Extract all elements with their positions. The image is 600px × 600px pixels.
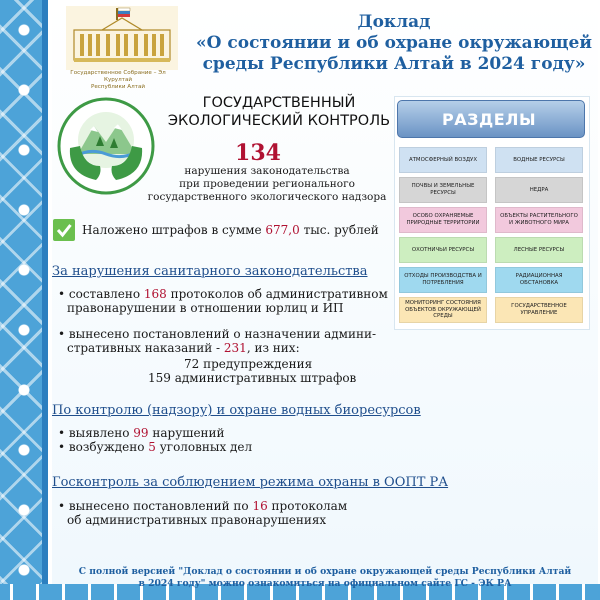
- section-tile[interactable]: ОТХОДЫ ПРОИЗВОДСТВА И ПОТРЕБЛЕНИЯ: [399, 267, 487, 293]
- bullet-line: • вынесено постановлений о назначении админи-: [58, 327, 377, 341]
- section-tile[interactable]: АТМОСФЕРНЫЙ ВОЗДУХ: [399, 147, 487, 173]
- decisions-count: 231: [223, 341, 247, 355]
- text-suffix: протоколов об административном: [166, 287, 388, 301]
- section-tile[interactable]: ГОСУДАРСТВЕННОЕ УПРАВЛЕНИЕ: [495, 297, 583, 323]
- bullet-line: правонарушении в отношении юрлиц и ИП: [67, 301, 344, 315]
- section-tile[interactable]: МОНИТОРИНГ СОСТОЯНИЯ ОБЪЕКТОВ ОКРУЖАЮЩЕЙ СРЕДЫ: [399, 297, 487, 323]
- water-heading[interactable]: По контролю (надзору) и охране водных биоресурсов: [52, 403, 421, 418]
- protocols-count: 168: [143, 287, 167, 301]
- fines-suffix: тыс. рублей: [299, 223, 379, 237]
- violations-description: [142, 165, 392, 204]
- text-suffix: , из них:: [246, 341, 300, 355]
- title-line: Доклад: [357, 12, 431, 32]
- emblem-caption: [56, 70, 180, 91]
- section-tile[interactable]: ОСОБО ОХРАНЯЕМЫЕ ПРИРОДНЫЕ ТЕРРИТОРИИ: [399, 207, 487, 233]
- emblem-caption-line: Государственное Собрание – Эл Курултай: [70, 70, 166, 83]
- text-suffix: нарушений: [148, 426, 225, 440]
- criminal-cases-count: 5: [148, 440, 156, 454]
- section-tile[interactable]: ПОЧВЫ И ЗЕМЕЛЬНЫЕ РЕСУРСЫ: [399, 177, 487, 203]
- section-tile[interactable]: ОБЪЕКТЫ РАСТИТЕЛЬНОГО И ЖИВОТНОГО МИРА: [495, 207, 583, 233]
- section-tile[interactable]: ВОДНЫЕ РЕСУРСЫ: [495, 147, 583, 173]
- violations-count: 134: [235, 140, 281, 166]
- desc-line: нарушения законодательства: [184, 165, 350, 177]
- bullet-line: об административных правонарушениях: [67, 513, 327, 527]
- eco-title-line: ЭКОЛОГИЧЕСКИЙ КОНТРОЛЬ: [167, 113, 391, 129]
- desc-line: при проведении регионального: [179, 178, 355, 190]
- page-content: [52, 0, 598, 589]
- sanitary-heading[interactable]: За нарушения санитарного законодательства: [52, 264, 368, 279]
- bullet-line: [58, 426, 252, 440]
- emblem-caption-line: Республики Алтай: [90, 84, 146, 90]
- checkmark-icon: [52, 218, 76, 242]
- fines-total: [82, 223, 379, 237]
- ornament-left-border: [0, 0, 48, 600]
- water-bullets: [58, 426, 252, 454]
- text-suffix: уголовных дел: [155, 440, 253, 454]
- eco-title-line: ГОСУДАРСТВЕННЫЙ: [202, 95, 356, 111]
- title-line: «О состоянии и об охране окружающей: [196, 33, 592, 53]
- footer-note: [52, 566, 598, 590]
- eco-control-title: [164, 94, 394, 130]
- bullet-line: [58, 341, 376, 355]
- warnings-count: 72 предупреждения: [184, 357, 313, 371]
- text-prefix: • возбуждено: [58, 440, 149, 454]
- footer-line: в 2024 году" можно ознакомиться на официальном сайте ГС - ЭК РА: [138, 578, 512, 589]
- text-suffix: протоколам: [267, 499, 348, 513]
- parliament-building-icon: [66, 6, 178, 70]
- fines-prefix: Наложено штрафов в сумме: [82, 223, 266, 237]
- text-prefix: стративных наказаний -: [67, 341, 224, 355]
- admin-fines-count: 159 административных штрафов: [148, 371, 357, 385]
- sections-panel: [394, 96, 590, 330]
- footer-line: С полной версией "Доклад о состоянии и об охране окружающей среды Республики Алтай: [78, 566, 572, 577]
- desc-line: государственного экологического надзора: [147, 191, 387, 203]
- eco-hands-nature-icon: [56, 96, 156, 196]
- sections-panel-title: РАЗДЕЛЫ: [397, 100, 585, 138]
- section-tile[interactable]: РАДИАЦИОННАЯ ОБСТАНОВКА: [495, 267, 583, 293]
- text-prefix: • составлено: [58, 287, 144, 301]
- text-prefix: • выявлено: [58, 426, 134, 440]
- fines-value: 677,0: [265, 223, 300, 237]
- text-prefix: • вынесено постановлений по: [58, 499, 253, 513]
- title-line: среды Республики Алтай в 2024 году»: [202, 54, 586, 74]
- section-tile[interactable]: НЕДРА: [495, 177, 583, 203]
- sanitary-bullet-protocols: [58, 287, 388, 315]
- oopt-bullet: [58, 499, 347, 527]
- bullet-line: [58, 287, 388, 301]
- bullet-line: [58, 440, 252, 454]
- section-tile[interactable]: ОХОТНИЧЬИ РЕСУРСЫ: [399, 237, 487, 263]
- bullet-line: [58, 499, 347, 513]
- document-title: [192, 12, 596, 75]
- water-violations-count: 99: [133, 426, 149, 440]
- sanitary-bullet-decisions: [58, 327, 376, 355]
- section-tile[interactable]: ЛЕСНЫЕ РЕСУРСЫ: [495, 237, 583, 263]
- oopt-protocols-count: 16: [252, 499, 268, 513]
- oopt-heading[interactable]: Госконтроль за соблюдением режима охраны в ООПТ РА: [52, 475, 449, 490]
